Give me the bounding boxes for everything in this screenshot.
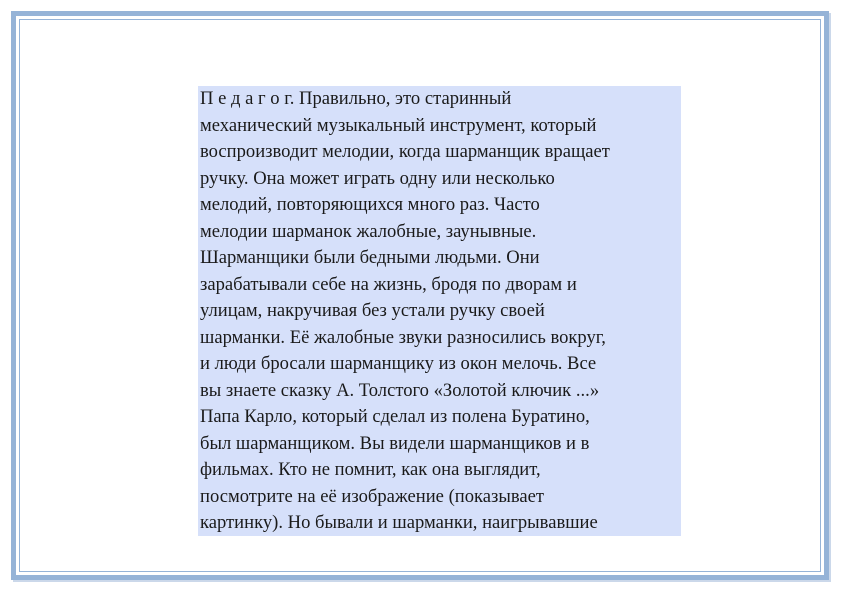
text-line: фильмах. Кто не помнит, как она выглядит, — [200, 459, 541, 480]
text-line: был шарманщиком. Вы видели шарманщиков и в — [200, 432, 590, 454]
text-line: и люди бросали шарманщику из окон мелочь. Все — [200, 353, 597, 374]
text-line: посмотрите на её изображение (показывает — [200, 485, 545, 507]
text-line: мелодии шарманок жалобные, заунывные. — [200, 220, 537, 242]
text-line: мелодий, повторяющихся много раз. Часто — [200, 194, 540, 215]
text-line: зарабатывали себе на жизнь, бродя по дворам и — [200, 273, 577, 295]
text-line: шарманки. Её жалобные звуки разносились вокруг, — [200, 326, 606, 348]
text-line: вы знаете сказку А. Толстого «Золотой ключик ...» — [200, 379, 600, 401]
text-line: улицам, накручивая без устали ручку своей — [200, 300, 545, 321]
text-line: Папа Карло, который сделал из полена Буратино, — [200, 406, 590, 427]
text-line: воспроизводит мелодии, когда шарманщик вращает — [200, 141, 610, 162]
text-line: механический музыкальный инструмент, который — [200, 114, 597, 136]
text-box[interactable] — [198, 86, 681, 536]
text-line: П е д а г о г. Правильно, это старинный — [200, 88, 512, 109]
text-line: картинку). Но бывали и шарманки, наигрывавшие — [200, 512, 598, 533]
paragraph — [200, 86, 679, 537]
text-line: Шарманщики были бедными людьми. Они — [200, 247, 540, 268]
text-line: ручку. Она может играть одну или несколько — [200, 167, 555, 189]
